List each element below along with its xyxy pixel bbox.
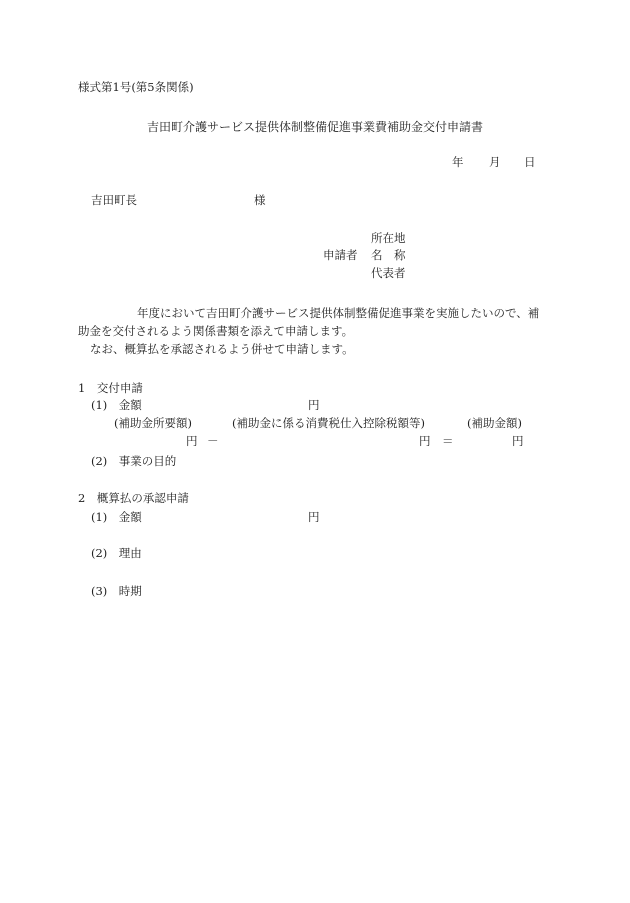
subsidy-amount-yen: 円 <box>512 434 524 448</box>
column-tax-deduction: (補助金に係る消費税仕入控除税額等) <box>232 416 425 430</box>
body-paragraph-2: なお、概算払を承認されるよう併せて申請します。 <box>90 342 354 356</box>
section-2-item-3-label: (3) 時期 <box>91 584 142 598</box>
applicant-rep-label: 代表者 <box>371 266 406 280</box>
date-month-label: 月 <box>489 155 501 169</box>
addressee-honorific: 様 <box>254 193 266 207</box>
applicant-label: 申請者 <box>323 248 358 262</box>
date-day-label: 日 <box>524 155 536 169</box>
section-1-heading: 1 交付申請 <box>78 381 143 395</box>
document-title: 吉田町介護サービス提供体制整備促進事業費補助金交付申請書 <box>146 120 483 134</box>
addressee-name: 吉田町長 <box>91 193 137 207</box>
column-required-amount: (補助金所要額) <box>114 416 192 430</box>
section-2-item-1-yen: 円 <box>308 510 320 524</box>
section-1-item-1-label: (1) 金額 <box>91 398 142 412</box>
body-paragraph-1-line-2: 助金を交付されるよう関係書類を添えて申請します。 <box>78 324 354 338</box>
equals-sign: ＝ <box>442 434 454 448</box>
section-2-item-2-label: (2) 理由 <box>91 546 142 560</box>
column-subsidy-amount: (補助金額) <box>467 416 522 430</box>
minus-sign: － <box>207 434 219 448</box>
required-amount-yen: 円 <box>186 434 198 448</box>
form-number: 様式第1号(第5条関係) <box>78 80 194 94</box>
tax-deduction-yen: 円 <box>419 434 431 448</box>
section-1-item-2-label: (2) 事業の目的 <box>91 454 177 468</box>
section-2-heading: 2 概算払の承認申請 <box>78 491 189 505</box>
section-2-item-1-label: (1) 金額 <box>91 510 142 524</box>
applicant-name-label: 名 称 <box>371 248 406 262</box>
date-year-label: 年 <box>452 155 464 169</box>
body-paragraph-1-line-1: 年度において吉田町介護サービス提供体制整備促進事業を実施したいので、補 <box>137 306 540 320</box>
section-1-item-1-yen: 円 <box>308 398 320 412</box>
applicant-address-label: 所在地 <box>371 231 406 245</box>
